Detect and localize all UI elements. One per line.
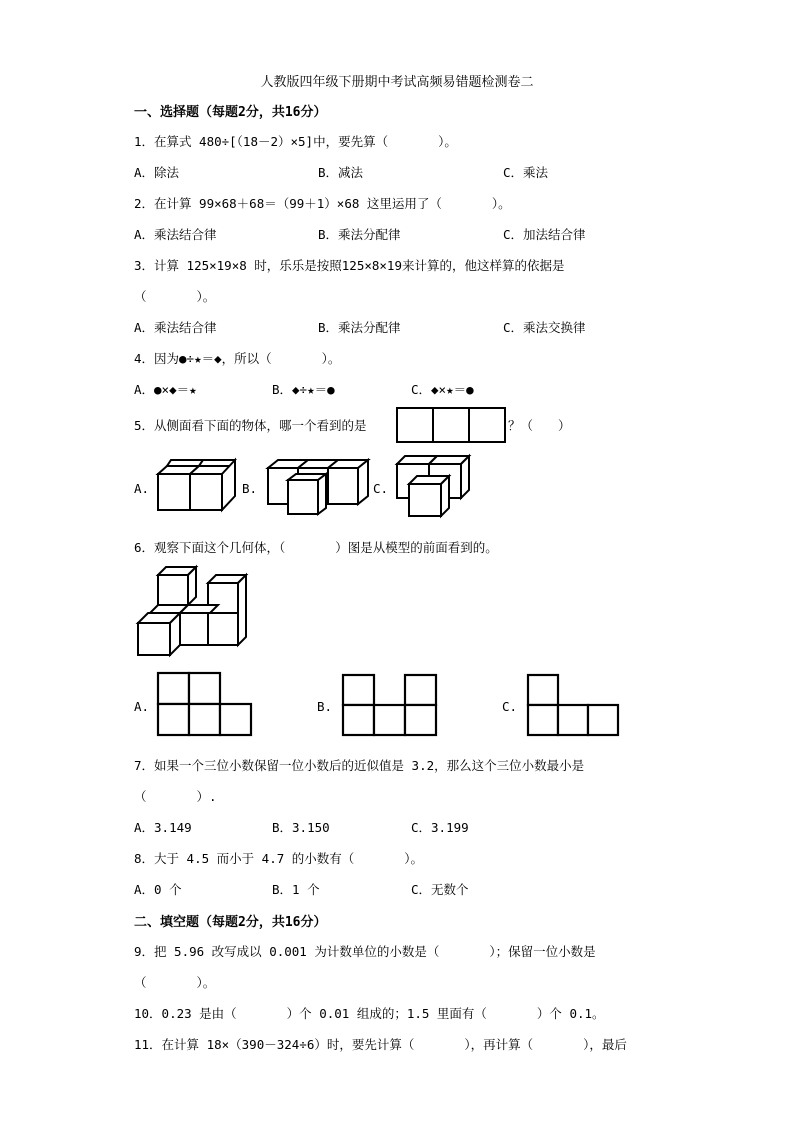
q5-option-a-cubes-figure[interactable] [152, 458, 244, 516]
q5-option-c-cubes-figure[interactable] [393, 452, 475, 522]
q5-option-c[interactable]: C. [373, 481, 389, 496]
q5-option-b[interactable]: B. [242, 481, 258, 496]
question-5: 5．从侧面看下面的物体，哪一个看到的是 [134, 418, 367, 433]
q3-option-b[interactable]: B．乘法分配律 [318, 320, 401, 335]
question-6: 6．观察下面这个几何体，（ ）图是从模型的前面看到的。 [134, 540, 498, 555]
q1-option-b[interactable]: B．减法 [318, 165, 364, 180]
question-9-blank: （ ）。 [134, 975, 216, 990]
question-9: 9．把 5.96 改写成以 0.001 为计数单位的小数是（ ）；保留一位小数是 [134, 944, 596, 959]
q4-option-c[interactable]: C．◆×★＝● [411, 382, 474, 397]
q2-option-a[interactable]: A．乘法结合律 [134, 227, 217, 242]
q2-option-c[interactable]: C．加法结合律 [503, 227, 586, 242]
q6-option-a-view-figure[interactable] [156, 671, 254, 737]
q3-option-a[interactable]: A．乘法结合律 [134, 320, 217, 335]
q6-option-a[interactable]: A. [134, 699, 150, 714]
question-3: 3．计算 125×19×8 时，乐乐是按照125×8×19来计算的，他这样算的依据是 [134, 258, 565, 273]
q2-option-b[interactable]: B．乘法分配律 [318, 227, 401, 242]
question-8: 8．大于 4.5 而小于 4.7 的小数有（ ）。 [134, 851, 424, 866]
q6-option-b-view-figure[interactable] [341, 673, 439, 737]
question-7: 7．如果一个三位小数保留一位小数后的近似值是 3.2，那么这个三位小数最小是 [134, 758, 585, 773]
q4-option-a[interactable]: A．●×◆＝★ [134, 382, 197, 397]
q8-option-c[interactable]: C．无数个 [411, 882, 469, 897]
question-7-blank: （ ）. [134, 789, 217, 804]
question-2: 2．在计算 99×68＋68＝（99＋1）×68 这里运用了（ ）。 [134, 196, 511, 211]
question-5-suffix: ？（ ） [508, 418, 571, 433]
q6-option-b[interactable]: B. [317, 699, 333, 714]
q1-option-c[interactable]: C．乘法 [503, 165, 549, 180]
question-11: 11．在计算 18×（390－324÷6）时，要先计算（ ），再计算（ ），最后 [134, 1037, 627, 1052]
q1-option-a[interactable]: A．除法 [134, 165, 180, 180]
question-3-blank: （ ）。 [134, 289, 216, 304]
q8-option-a[interactable]: A．0 个 [134, 882, 182, 897]
q3-option-c[interactable]: C．乘法交换律 [503, 320, 586, 335]
q4-option-b[interactable]: B．◆÷★＝● [272, 382, 335, 397]
q6-geometric-solid-figure [136, 563, 252, 659]
q6-option-c[interactable]: C. [502, 699, 518, 714]
question-10: 10．0.23 是由（ ）个 0.01 组成的；1.5 里面有（ ）个 0.1。 [134, 1006, 605, 1021]
section-heading-fill: 二、填空题（每题2分，共16分） [134, 915, 327, 930]
q5-option-a[interactable]: A. [134, 481, 150, 496]
side-view-three-squares-figure [395, 406, 507, 444]
q8-option-b[interactable]: B．1 个 [272, 882, 320, 897]
question-1: 1．在算式 480÷[（18－2）×5]中，要先算（ ）。 [134, 134, 457, 149]
q7-option-c[interactable]: C．3.199 [411, 820, 469, 835]
section-heading-choice: 一、选择题（每题2分，共16分） [134, 105, 327, 120]
q7-option-b[interactable]: B．3.150 [272, 820, 330, 835]
q7-option-a[interactable]: A．3.149 [134, 820, 192, 835]
q5-option-b-cubes-figure[interactable] [262, 458, 374, 518]
q6-option-c-view-figure[interactable] [526, 673, 622, 737]
page-title: 人教版四年级下册期中考试高频易错题检测卷二 [260, 75, 534, 90]
question-4: 4．因为●÷★＝◆，所以（ ）。 [134, 351, 341, 366]
